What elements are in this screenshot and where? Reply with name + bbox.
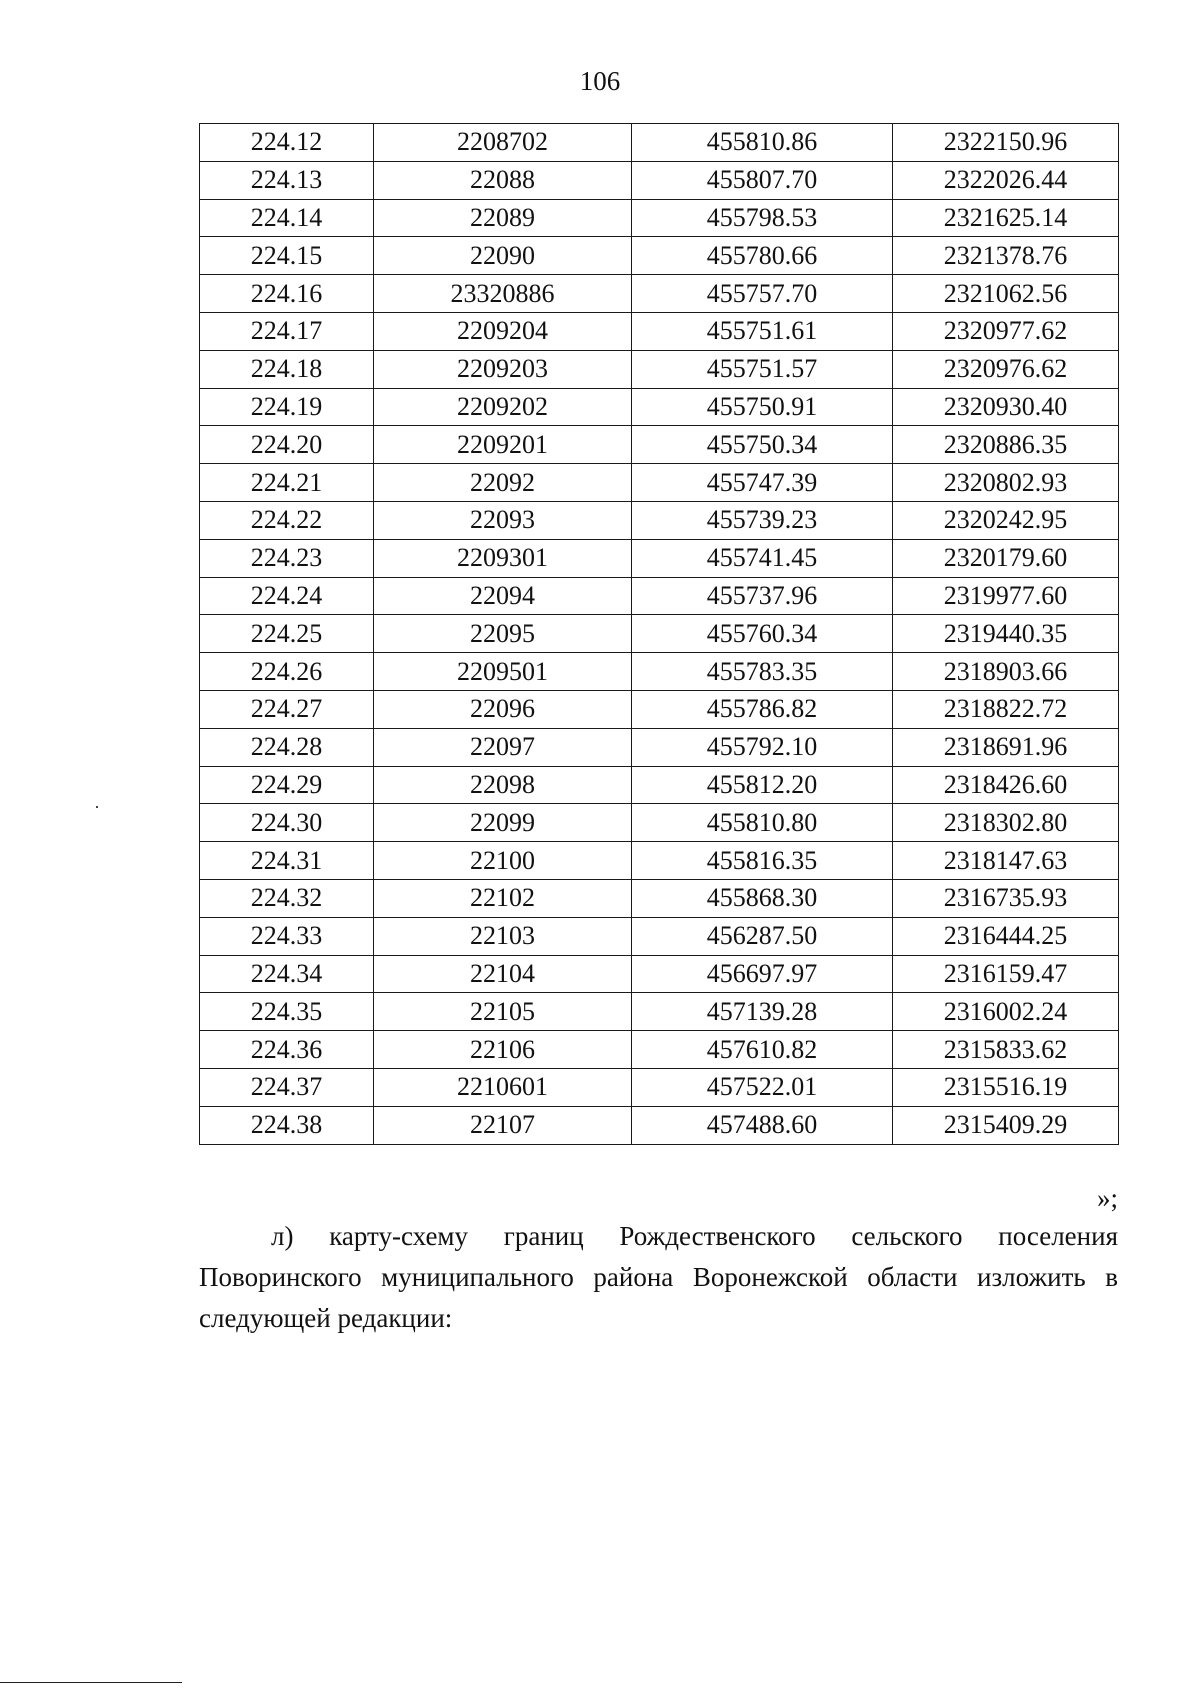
table-row <box>200 161 1119 199</box>
table-cell: 224.23 <box>200 539 374 577</box>
table-cell: 2318903.66 <box>893 653 1119 691</box>
table-cell: 2321625.14 <box>893 199 1119 237</box>
table-row <box>200 766 1119 804</box>
table-row <box>200 1031 1119 1069</box>
table-cell: 22090 <box>374 237 632 275</box>
table-row <box>200 1106 1119 1144</box>
table-cell: 2208702 <box>374 124 632 162</box>
table-cell: 224.20 <box>200 426 374 464</box>
table-cell: 22099 <box>374 804 632 842</box>
table-row <box>200 728 1119 766</box>
table-cell: 2315516.19 <box>893 1068 1119 1106</box>
table-row <box>200 124 1119 162</box>
table-cell: 224.27 <box>200 690 374 728</box>
table-cell: 457522.01 <box>632 1068 893 1106</box>
table-cell: 224.31 <box>200 842 374 880</box>
table-row <box>200 199 1119 237</box>
table-row <box>200 1068 1119 1106</box>
table-cell: 2320886.35 <box>893 426 1119 464</box>
coordinates-table-body <box>200 124 1119 1145</box>
coordinates-table <box>199 123 1119 1145</box>
table-cell: 224.24 <box>200 577 374 615</box>
table-row <box>200 350 1119 388</box>
table-cell: 224.29 <box>200 766 374 804</box>
table-cell: 224.21 <box>200 464 374 502</box>
table-cell: 2316444.25 <box>893 917 1119 955</box>
table-row <box>200 804 1119 842</box>
table-row <box>200 275 1119 313</box>
table-row <box>200 690 1119 728</box>
table-cell: 457610.82 <box>632 1031 893 1069</box>
table-cell: 224.18 <box>200 350 374 388</box>
table-cell: 2209301 <box>374 539 632 577</box>
table-cell: 224.22 <box>200 501 374 539</box>
table-row <box>200 501 1119 539</box>
table-cell: 224.36 <box>200 1031 374 1069</box>
table-cell: 224.26 <box>200 653 374 691</box>
table-cell: 455792.10 <box>632 728 893 766</box>
table-cell: 224.35 <box>200 993 374 1031</box>
table-row <box>200 993 1119 1031</box>
table-cell: 224.28 <box>200 728 374 766</box>
table-cell: 22098 <box>374 766 632 804</box>
table-row <box>200 615 1119 653</box>
table-row <box>200 464 1119 502</box>
table-cell: 455786.82 <box>632 690 893 728</box>
table-row <box>200 879 1119 917</box>
table-cell: 2320930.40 <box>893 388 1119 426</box>
table-cell: 2209201 <box>374 426 632 464</box>
table-cell: 2316159.47 <box>893 955 1119 993</box>
table-cell: 224.17 <box>200 312 374 350</box>
scan-speck <box>96 806 98 808</box>
table-cell: 22103 <box>374 917 632 955</box>
table-cell: 2321062.56 <box>893 275 1119 313</box>
table-cell: 455810.86 <box>632 124 893 162</box>
table-cell: 457139.28 <box>632 993 893 1031</box>
table-cell: 224.30 <box>200 804 374 842</box>
table-cell: 2318302.80 <box>893 804 1119 842</box>
table-cell: 224.14 <box>200 199 374 237</box>
table-cell: 455760.34 <box>632 615 893 653</box>
body-paragraph: л) карту-схему границ Рождественского сельского поселения Поворинского муниципального района Воронежской области изложить в следующей редакции: <box>199 1221 1118 1333</box>
table-cell: 22100 <box>374 842 632 880</box>
table-cell: 455750.34 <box>632 426 893 464</box>
table-row <box>200 842 1119 880</box>
table-cell: 2209204 <box>374 312 632 350</box>
footer-rule <box>0 1682 182 1683</box>
table-cell: 2318426.60 <box>893 766 1119 804</box>
table-row <box>200 426 1119 464</box>
table-cell: 455783.35 <box>632 653 893 691</box>
table-cell: 2319440.35 <box>893 615 1119 653</box>
table-cell: 455816.35 <box>632 842 893 880</box>
table-cell: 22102 <box>374 879 632 917</box>
table-cell: 455810.80 <box>632 804 893 842</box>
table-cell: 22105 <box>374 993 632 1031</box>
table-cell: 224.34 <box>200 955 374 993</box>
table-cell: 455747.39 <box>632 464 893 502</box>
table-cell: 22104 <box>374 955 632 993</box>
table-cell: 224.16 <box>200 275 374 313</box>
table-cell: 224.37 <box>200 1068 374 1106</box>
table-cell: 457488.60 <box>632 1106 893 1144</box>
table-cell: 224.32 <box>200 879 374 917</box>
table-cell: 455757.70 <box>632 275 893 313</box>
table-cell: 2320977.62 <box>893 312 1119 350</box>
table-cell: 224.13 <box>200 161 374 199</box>
table-cell: 455812.20 <box>632 766 893 804</box>
table-cell: 2320242.95 <box>893 501 1119 539</box>
table-cell: 2318822.72 <box>893 690 1119 728</box>
table-cell: 22092 <box>374 464 632 502</box>
table-cell: 455798.53 <box>632 199 893 237</box>
closing-quote: »; <box>1096 1183 1118 1213</box>
table-row <box>200 955 1119 993</box>
table-cell: 455780.66 <box>632 237 893 275</box>
table-cell: 455868.30 <box>632 879 893 917</box>
table-cell: 224.25 <box>200 615 374 653</box>
table-cell: 2322150.96 <box>893 124 1119 162</box>
table-cell: 455750.91 <box>632 388 893 426</box>
table-row <box>200 237 1119 275</box>
table-cell: 224.33 <box>200 917 374 955</box>
table-cell: 2210601 <box>374 1068 632 1106</box>
table-cell: 22094 <box>374 577 632 615</box>
table-cell: 22095 <box>374 615 632 653</box>
table-cell: 2315409.29 <box>893 1106 1119 1144</box>
table-cell: 2315833.62 <box>893 1031 1119 1069</box>
table-cell: 455807.70 <box>632 161 893 199</box>
table-cell: 22106 <box>374 1031 632 1069</box>
table-cell: 22089 <box>374 199 632 237</box>
table-cell: 2316002.24 <box>893 993 1119 1031</box>
table-cell: 455751.61 <box>632 312 893 350</box>
table-cell: 224.19 <box>200 388 374 426</box>
table-cell: 22093 <box>374 501 632 539</box>
table-cell: 2320802.93 <box>893 464 1119 502</box>
table-cell: 2321378.76 <box>893 237 1119 275</box>
table-cell: 455739.23 <box>632 501 893 539</box>
table-cell: 22088 <box>374 161 632 199</box>
table-cell: 456287.50 <box>632 917 893 955</box>
table-cell: 2209203 <box>374 350 632 388</box>
table-cell: 224.38 <box>200 1106 374 1144</box>
table-cell: 2318691.96 <box>893 728 1119 766</box>
table-cell: 2209501 <box>374 653 632 691</box>
table-row <box>200 917 1119 955</box>
table-cell: 224.12 <box>200 124 374 162</box>
table-row <box>200 653 1119 691</box>
table-cell: 455751.57 <box>632 350 893 388</box>
table-cell: 2318147.63 <box>893 842 1119 880</box>
page-number: 106 <box>579 66 621 96</box>
table-cell: 2320179.60 <box>893 539 1119 577</box>
table-cell: 22107 <box>374 1106 632 1144</box>
table-cell: 2320976.62 <box>893 350 1119 388</box>
table-cell: 224.15 <box>200 237 374 275</box>
table-cell: 2209202 <box>374 388 632 426</box>
table-row <box>200 577 1119 615</box>
table-cell: 2316735.93 <box>893 879 1119 917</box>
table-cell: 2322026.44 <box>893 161 1119 199</box>
table-cell: 23320886 <box>374 275 632 313</box>
table-cell: 2319977.60 <box>893 577 1119 615</box>
table-cell: 22097 <box>374 728 632 766</box>
table-row <box>200 539 1119 577</box>
table-row <box>200 388 1119 426</box>
table-cell: 455741.45 <box>632 539 893 577</box>
table-row <box>200 312 1119 350</box>
table-cell: 456697.97 <box>632 955 893 993</box>
table-cell: 22096 <box>374 690 632 728</box>
table-cell: 455737.96 <box>632 577 893 615</box>
